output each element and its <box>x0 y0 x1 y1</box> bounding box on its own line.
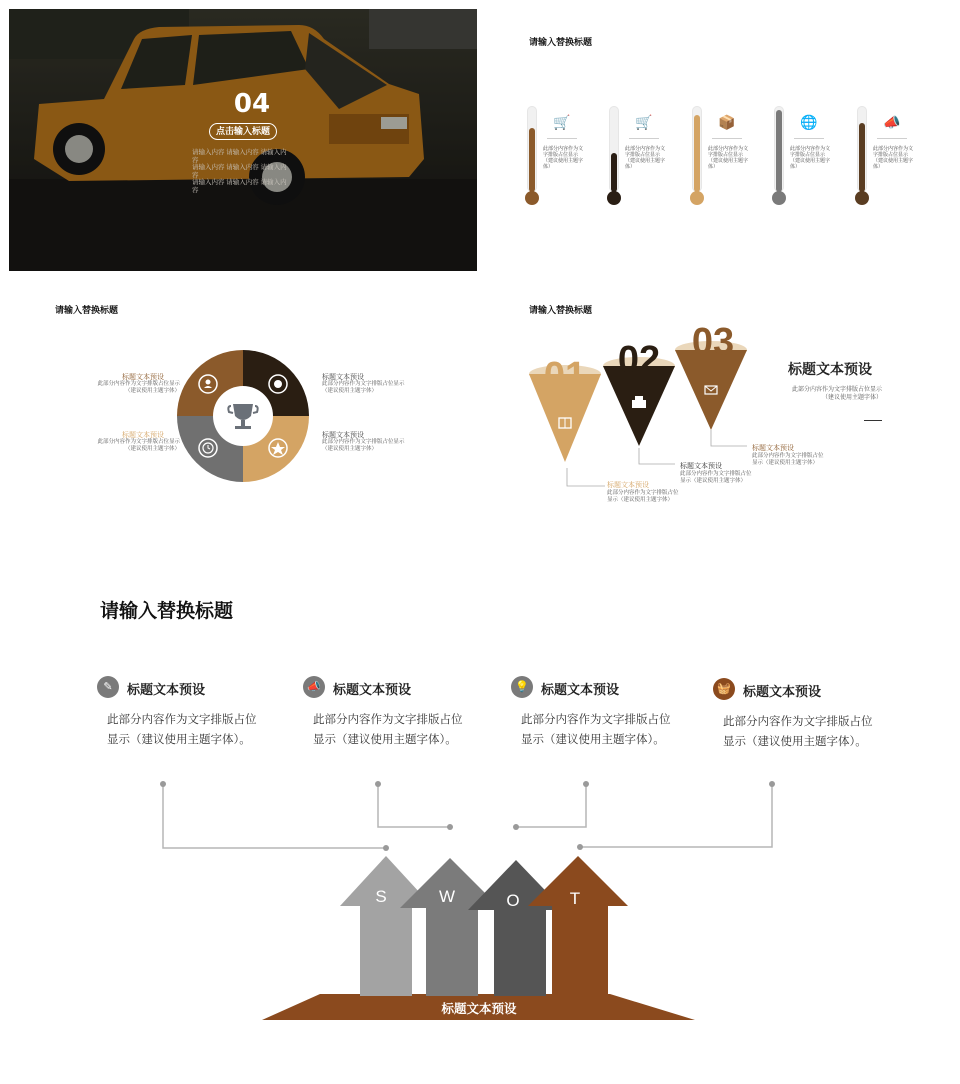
lightbulb-icon: 💡 <box>511 676 533 698</box>
arrow-letter: O <box>506 891 520 910</box>
thermometer-fill <box>776 110 782 192</box>
slide5-title: 请输入替换标题 <box>100 601 234 622</box>
cone-item-desc: 此部分内容作为文字排版占位显示（建议使用主题字体） <box>752 453 824 466</box>
thermometer-fill <box>611 153 617 192</box>
swot-item-desc: 此部分内容作为文字排版占位显示（建议使用主题字体）。 <box>313 714 463 746</box>
thermometer-tube <box>857 106 867 192</box>
thermometer-bulb <box>855 191 869 205</box>
photo-caption <box>192 149 292 194</box>
thermometer-text: 此部分内容作为文字排版占位显示（建议使用主题字体） <box>543 146 584 170</box>
swot-item-heading: 标题文本预设 <box>541 682 620 697</box>
arrow-w <box>400 858 500 996</box>
thermometer-divider <box>629 138 659 139</box>
swot-item-desc: 此部分内容作为文字排版占位显示（建议使用主题字体）。 <box>107 714 257 746</box>
ring-label-title: 标题文本预设 <box>322 432 364 439</box>
ring-label-desc: 此部分内容作为文字排版占位显示（建议使用主题字体） <box>322 381 405 394</box>
thermometer-divider <box>547 138 577 139</box>
swot-base-label: 标题文本预设 <box>441 1002 517 1016</box>
swot-item-heading: 标题文本预设 <box>333 682 412 697</box>
cone-item-title: 标题文本预设 <box>680 463 722 470</box>
ring-label-title: 标题文本预设 <box>322 374 364 381</box>
swot-item-desc: 此部分内容作为文字排版占位显示（建议使用主题字体）。 <box>521 714 671 746</box>
slide2-title: 请输入替换标题 <box>529 38 593 48</box>
ring-chart <box>175 348 311 484</box>
slide3-title: 请输入替换标题 <box>55 306 119 316</box>
thermometer-text: 此部分内容作为文字排版占位显示（建议使用主题字体） <box>873 146 914 170</box>
caption-line: 请输入内容 请输入内容 请输入内容 <box>192 164 287 179</box>
cart-person-icon: 🛒 <box>635 114 653 130</box>
thermometer-bulb <box>607 191 621 205</box>
slide4-title: 请输入替换标题 <box>529 306 593 316</box>
arrow-letter: S <box>375 887 387 906</box>
globe-icon: 🌐 <box>800 114 818 130</box>
swot-item-heading: 标题文本预设 <box>743 684 822 699</box>
thermometer-divider <box>877 138 907 139</box>
cone-number: 01 <box>543 355 587 397</box>
cone-item-title: 标题文本预设 <box>752 445 794 452</box>
cone-item-title: 标题文本预设 <box>607 482 649 489</box>
thermometer-fill <box>694 115 700 192</box>
ring-label-desc: 此部分内容作为文字排版占位显示（建议使用主题字体） <box>97 439 180 452</box>
thermometer-text: 此部分内容作为文字排版占位显示（建议使用主题字体） <box>708 146 749 170</box>
thermometer-text: 此部分内容作为文字排版占位显示（建议使用主题字体） <box>625 146 666 170</box>
arrow-o <box>468 860 564 996</box>
thermometer-tube <box>527 106 537 192</box>
thermometer-bulb <box>525 191 539 205</box>
swot-item-heading: 标题文本预设 <box>127 682 206 697</box>
megaphone-icon: 📣 <box>303 676 325 698</box>
arrow-s <box>340 856 432 996</box>
title-button[interactable]: 点击输入标题 <box>209 123 277 140</box>
cone-item-desc: 此部分内容作为文字排版占位显示（建议使用主题字体） <box>680 471 752 484</box>
cone-item-desc: 此部分内容作为文字排版占位显示（建议使用主题字体） <box>607 490 679 503</box>
megaphone-icon: 📣 <box>883 114 901 130</box>
section-number: 04 <box>233 89 271 119</box>
cone-right-desc: 此部分内容作为文字排版占位显示（建议使用主题字体） <box>791 387 882 401</box>
cone-number: 03 <box>691 321 735 363</box>
caption-line: 请输入内容 请输入内容 请输入内容 <box>192 179 287 194</box>
car-photo <box>9 9 477 271</box>
thermometer-divider <box>712 138 742 139</box>
ring-label-desc: 此部分内容作为文字排版占位显示（建议使用主题字体） <box>97 381 180 394</box>
pencil-icon: ✎ <box>97 676 119 698</box>
thermometer-fill <box>859 123 865 192</box>
cone-right-title: 标题文本预设 <box>788 361 872 377</box>
cone-number: 02 <box>617 339 661 381</box>
swot-item-desc: 此部分内容作为文字排版占位显示（建议使用主题字体）。 <box>723 716 873 748</box>
ring-label-title: 标题文本预设 <box>122 432 164 439</box>
caption-line: 请输入内容 请输入内容 请输入内容 <box>192 149 287 164</box>
delivery-icon: 📦 <box>718 114 736 130</box>
thermometer-tube <box>609 106 619 192</box>
thermometer-bulb <box>772 191 786 205</box>
thermometer-fill <box>529 128 535 193</box>
ring-label-title: 标题文本预设 <box>122 374 164 381</box>
swot-diagram <box>150 770 790 1030</box>
car-illustration <box>9 9 477 271</box>
basket-icon: 🧺 <box>713 678 735 700</box>
ring-label-desc: 此部分内容作为文字排版占位显示（建议使用主题字体） <box>322 439 405 452</box>
thermometer-tube <box>774 106 784 192</box>
arrow-letter: T <box>569 889 581 908</box>
cart-check-icon: 🛒 <box>553 114 571 130</box>
thermometer-divider <box>794 138 824 139</box>
thermometer-bulb <box>690 191 704 205</box>
arrow-letter: W <box>438 887 456 906</box>
thermometer-tube <box>692 106 702 192</box>
thermometer-text: 此部分内容作为文字排版占位显示（建议使用主题字体） <box>790 146 831 170</box>
divider <box>864 420 882 421</box>
